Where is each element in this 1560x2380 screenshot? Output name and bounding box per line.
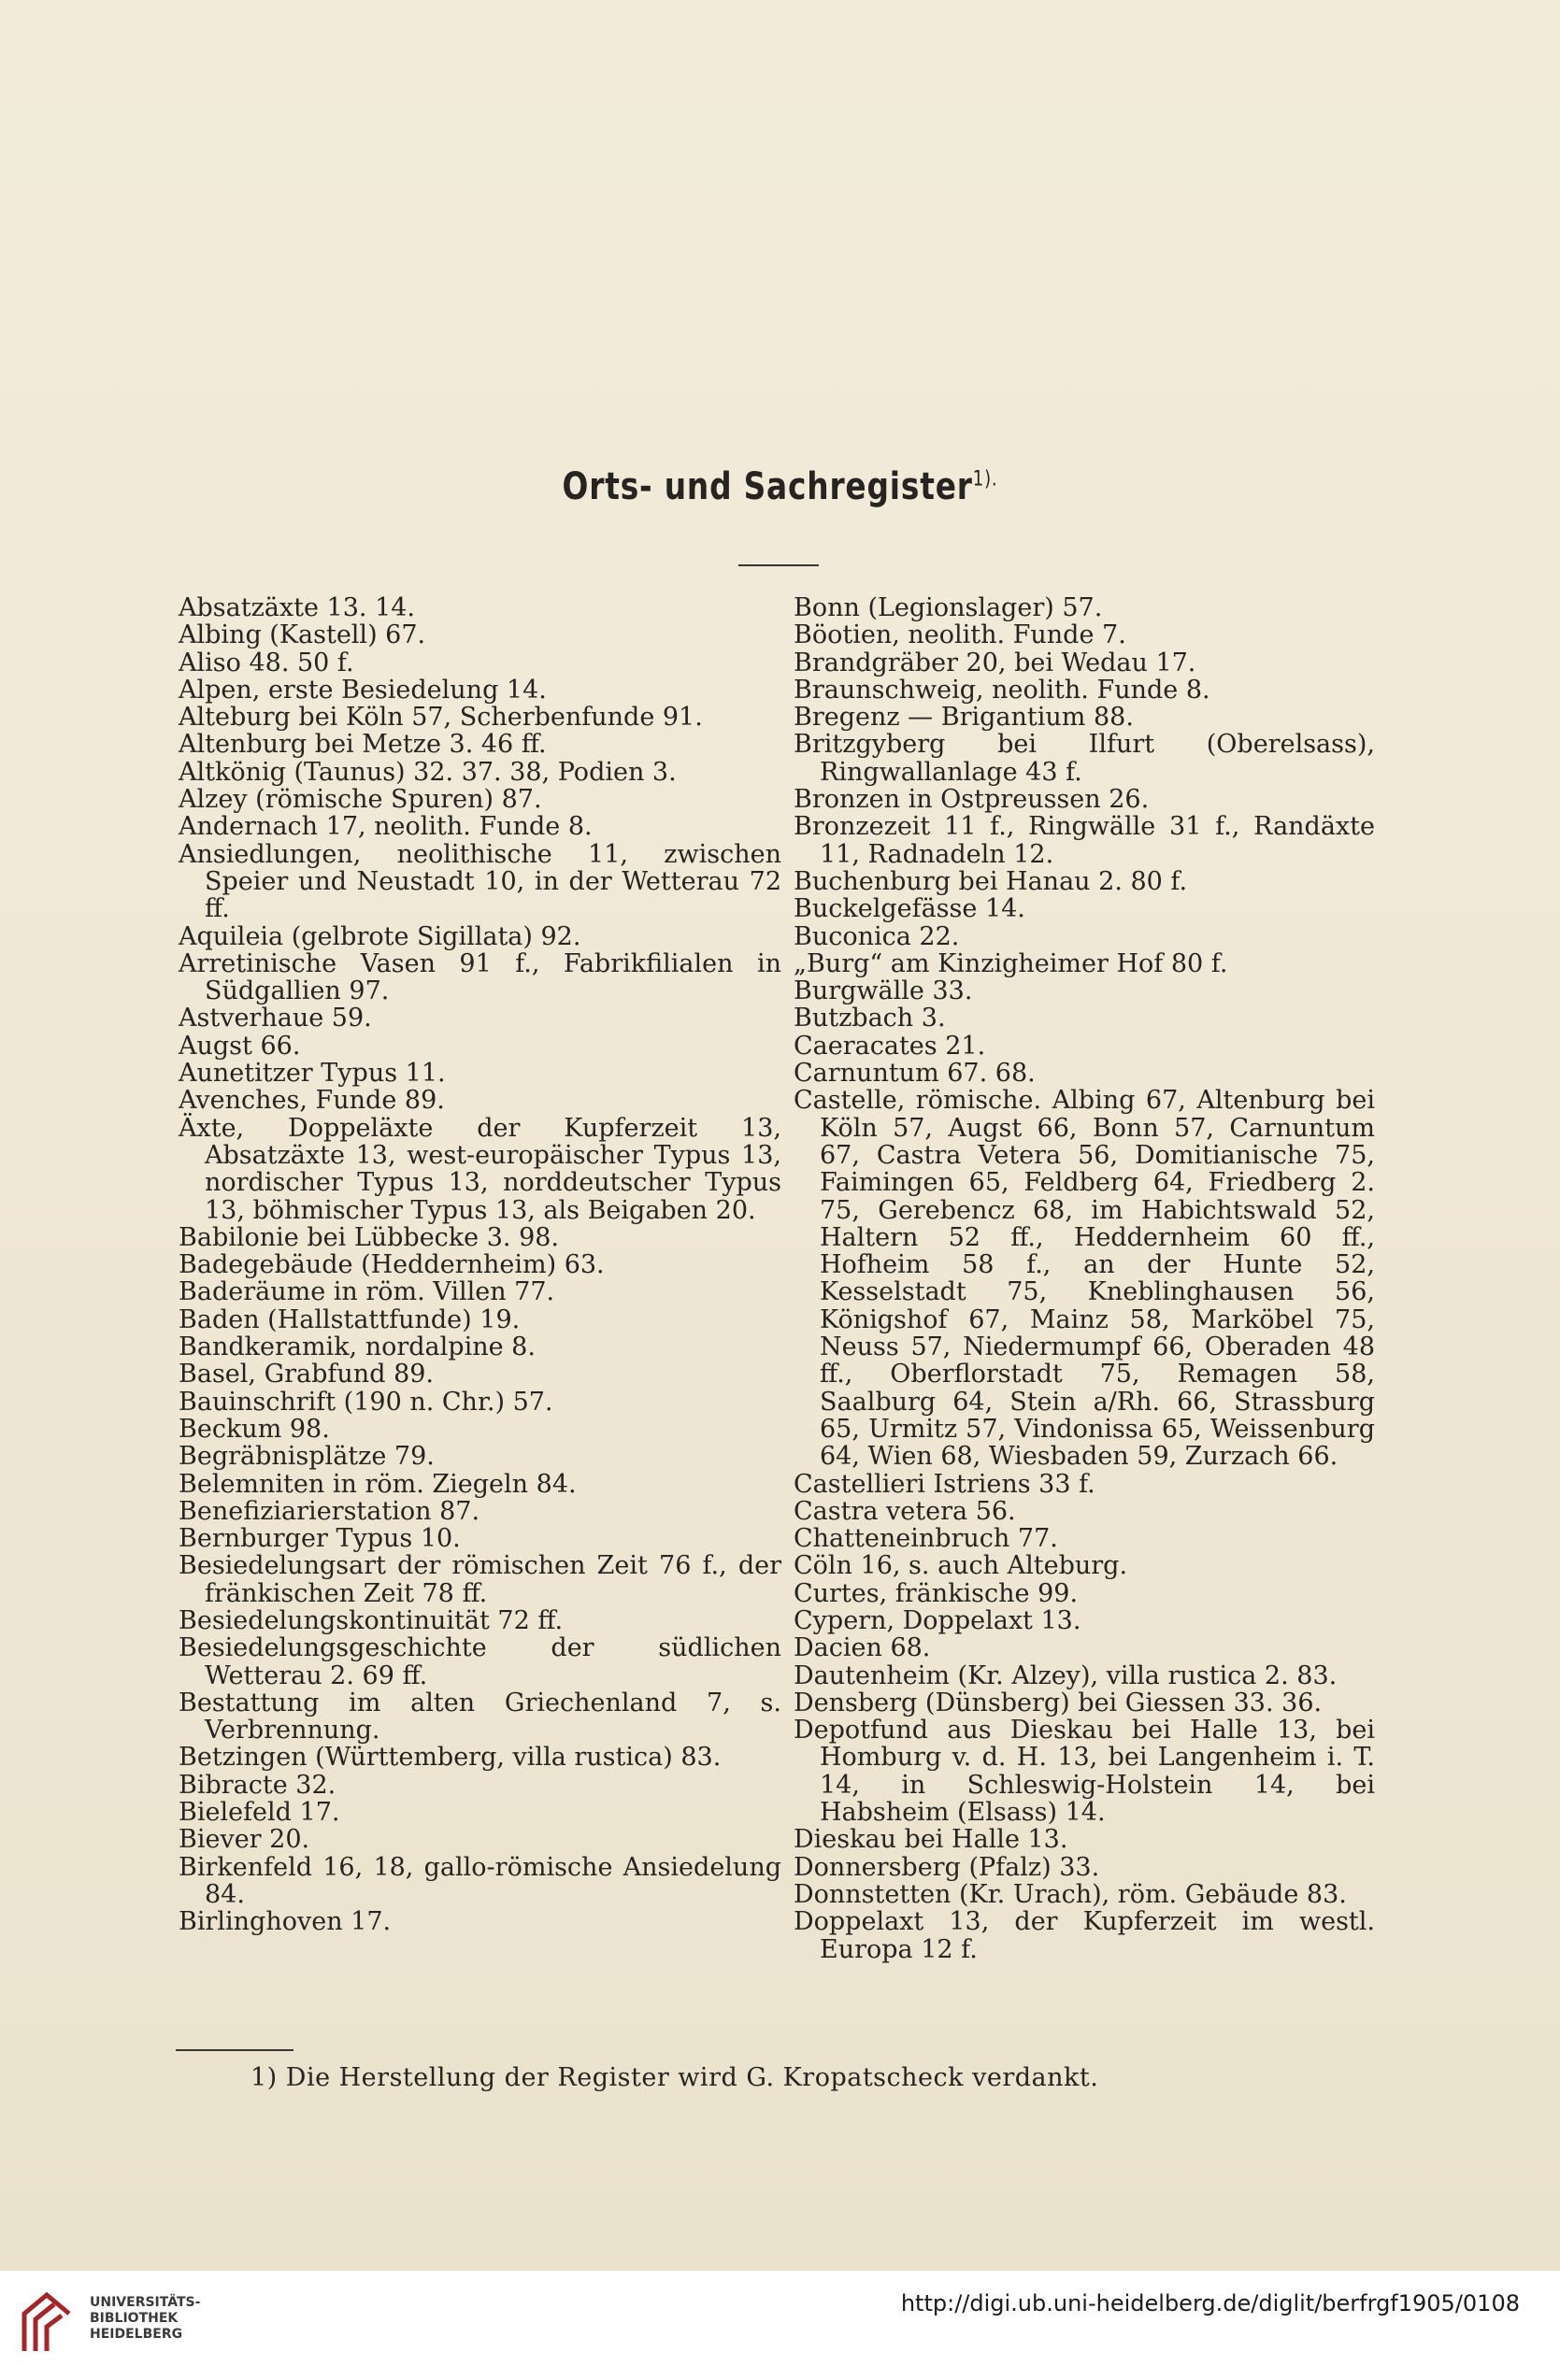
index-entry: Castelle, römische. Albing 67, Altenburg bei Köln 57, Augst 66, Bonn 57, Carnuntum 67, Castra Vetera 56, Domitianische 75, Faimingen 65, Feldberg 64, Friedberg 2. 75, Gerebencz 68, im Habichtswald 52, Haltern 52 ff., Heddernheim 60 ff., Hofheim 58 f., an der Hunte 52, Kesselstadt 75, Kneblinghausen 56, Königshof 67, Mainz 58, Marköbel 75, Neuss 57, Niedermumpf 66, Oberaden 48 ff., Oberflorstadt 75, Remagen 58, Saalburg 64, Stein a/Rh. 66, Strassburg 65, Urmitz 57, Vindonissa 65, Weissenburg 64, Wien 68, Wiesbaden 59, Zurzach 66. xyxy=(794,1086,1375,1472)
index-entry: Donnersberg (Pfalz) 33. xyxy=(794,1852,1100,1882)
index-entry: Bonn (Legionslager) 57. xyxy=(794,593,1103,622)
page-title: Orts- und Sachregister$^{1).}$ xyxy=(562,465,998,508)
index-entry: Buckelgefässe 14. xyxy=(794,894,1025,924)
index-entry: Dieskau bei Halle 13. xyxy=(794,1825,1068,1855)
index-entry: Dacien 68. xyxy=(794,1633,931,1663)
index-entry: Aliso 48. 50 f. xyxy=(179,648,354,677)
index-entry: Donnstetten (Kr. Urach), röm. Gebäude 83. xyxy=(794,1879,1347,1909)
index-entry: Altkönig (Taunus) 32. 37. 38, Podien 3. xyxy=(179,757,677,787)
index-entry: Besiedelungskontinuität 72 ff. xyxy=(179,1605,564,1635)
index-entry: Birlinghoven 17. xyxy=(179,1907,392,1937)
index-entry: Bielefeld 17. xyxy=(179,1798,340,1828)
index-entry: Bibracte 32. xyxy=(179,1770,336,1800)
index-entry: Curtes, fränkische 99. xyxy=(794,1578,1079,1608)
index-entry: Betzingen (Württemberg, villa rustica) 83. xyxy=(179,1743,722,1773)
library-name-line: UNIVERSITÄTS- xyxy=(90,2295,201,2310)
index-column-left xyxy=(179,594,781,1936)
index-entry: Bernburger Typus 10. xyxy=(179,1524,461,1554)
index-entry: Bronzen in Ostpreussen 26. xyxy=(794,785,1150,815)
library-name-line: BIBLIOTHEK xyxy=(90,2311,179,2326)
index-entry: Babilonie bei Lübbecke 3. 98. xyxy=(179,1222,560,1252)
index-entry: „Burg“ am Kinzigheimer Hof 80 f. xyxy=(794,948,1228,978)
index-entry: Birkenfeld 16, 18, gallo-römische Ansiedelung 84. xyxy=(179,1852,781,1909)
index-entry: Castellieri Istriens 33 f. xyxy=(794,1469,1095,1499)
library-logo-icon xyxy=(21,2289,73,2355)
index-entry: Andernach 17, neolith. Funde 8. xyxy=(179,812,593,842)
index-entry: Bregenz — Brigantium 88. xyxy=(794,703,1134,733)
index-entry: Densberg (Dünsberg) bei Giessen 33. 36. xyxy=(794,1688,1323,1717)
index-entry: Cöln 16, s. auch Alteburg. xyxy=(794,1551,1128,1581)
index-entry: Besiedelungsgeschichte der südlichen Wetterau 2. 69 ff. xyxy=(179,1633,781,1690)
index-entry: Albing (Kastell) 67. xyxy=(179,620,426,650)
index-entry: Äxte, Doppeläxte der Kupferzeit 13, Absatzäxte 13, west-europäischer Typus 13, nordischer Typus 13, norddeutscher Typus 13, böhmischer Typus 13, als Beigaben 20. xyxy=(179,1113,781,1225)
index-entry: Buchenburg bei Hanau 2. 80 f. xyxy=(794,866,1188,896)
index-entry: Castra vetera 56. xyxy=(794,1496,1016,1526)
library-name xyxy=(90,2295,200,2343)
index-entry: Cypern, Doppelaxt 13. xyxy=(794,1605,1081,1635)
index-entry: Doppelaxt 13, der Kupferzeit im westl. Europa 12 f. xyxy=(794,1907,1375,1964)
source-url-link[interactable]: http://digi.ub.uni-heidelberg.de/diglit/berfrgf1905/0108 xyxy=(900,2290,1520,2316)
index-entry: Bronzezeit 11 f., Ringwälle 31 f., Randäxte 11, Radnadeln 12. xyxy=(794,812,1375,869)
index-entry: Altenburg bei Metze 3. 46 ff. xyxy=(179,730,547,760)
index-entry: Chatteneinbruch 77. xyxy=(794,1524,1058,1554)
index-entry: Burgwälle 33. xyxy=(794,976,973,1006)
index-entry: Böotien, neolith. Funde 7. xyxy=(794,620,1126,650)
index-entry: Arretinische Vasen 91 f., Fabrikfilialen in Südgallien 97. xyxy=(179,948,781,1006)
index-entry: Augst 66. xyxy=(179,1031,301,1061)
index-entry: Bandkeramik, nordalpine 8. xyxy=(179,1333,536,1362)
library-name-line: HEIDELBERG xyxy=(90,2327,183,2342)
index-entry: Britzgyberg bei Ilfurt (Oberelsass), Ringwallanlage 43 f. xyxy=(794,730,1375,787)
index-entry: Avenches, Funde 89. xyxy=(179,1086,445,1116)
index-entry: Carnuntum 67. 68. xyxy=(794,1059,1036,1089)
title-footnote-mark: 1). xyxy=(972,467,998,492)
index-entry: Absatzäxte 13. 14. xyxy=(179,593,416,622)
index-entry: Alzey (römische Spuren) 87. xyxy=(179,785,542,815)
index-entry: Alpen, erste Besiedelung 14. xyxy=(179,675,547,705)
index-entry: Alteburg bei Köln 57, Scherbenfunde 91. xyxy=(179,703,703,733)
index-entry: Depotfund aus Dieskau bei Halle 13, bei Homburg v. d. H. 13, bei Langenheim i. T. 14, in Schleswig-Holstein 14, bei Habsheim (Elsass) 14. xyxy=(794,1716,1375,1828)
index-entry: Aunetitzer Typus 11. xyxy=(179,1059,446,1089)
title-divider xyxy=(738,564,819,566)
index-entry: Biever 20. xyxy=(179,1825,310,1855)
index-entry: Badegebäude (Heddernheim) 63. xyxy=(179,1250,605,1280)
index-entry: Caeracates 21. xyxy=(794,1031,986,1061)
viewer-footer xyxy=(0,2271,1560,2380)
footnote: 1) Die Herstellung der Register wird G. Kropatscheck verdankt. xyxy=(250,2063,1099,2092)
index-entry: Benefiziarierstation 87. xyxy=(179,1496,480,1526)
index-entry: Beckum 98. xyxy=(179,1414,330,1444)
index-entry: Bauinschrift (190 n. Chr.) 57. xyxy=(179,1387,553,1417)
index-entry: Butzbach 3. xyxy=(794,1004,946,1033)
index-entry: Braunschweig, neolith. Funde 8. xyxy=(794,675,1210,705)
index-entry: Aquileia (gelbrote Sigillata) 92. xyxy=(179,921,581,951)
footnote-divider xyxy=(176,2049,293,2051)
index-entry: Ansiedlungen, neolithische 11, zwischen Speier und Neustadt 10, in der Wetterau 72 ff. xyxy=(179,839,781,924)
index-entry: Dautenheim (Kr. Alzey), villa rustica 2. 83. xyxy=(794,1660,1338,1690)
index-entry: Astverhaue 59. xyxy=(179,1004,372,1033)
index-entry: Bestattung im alten Griechenland 7, s. Verbrennung. xyxy=(179,1688,781,1746)
index-entry: Baderäume in röm. Villen 77. xyxy=(179,1277,555,1307)
index-entry: Belemniten in röm. Ziegeln 84. xyxy=(179,1469,577,1499)
index-entry: Basel, Grabfund 89. xyxy=(179,1360,435,1390)
index-entry: Besiedelungsart der römischen Zeit 76 f., der fränkischen Zeit 78 ff. xyxy=(179,1551,781,1608)
index-entry: Baden (Hallstattfunde) 19. xyxy=(179,1304,521,1334)
index-column-right xyxy=(794,594,1375,1963)
index-entry: Begräbnisplätze 79. xyxy=(179,1442,435,1472)
index-entry: Buconica 22. xyxy=(794,921,960,951)
index-entry: Brandgräber 20, bei Wedau 17. xyxy=(794,648,1196,677)
